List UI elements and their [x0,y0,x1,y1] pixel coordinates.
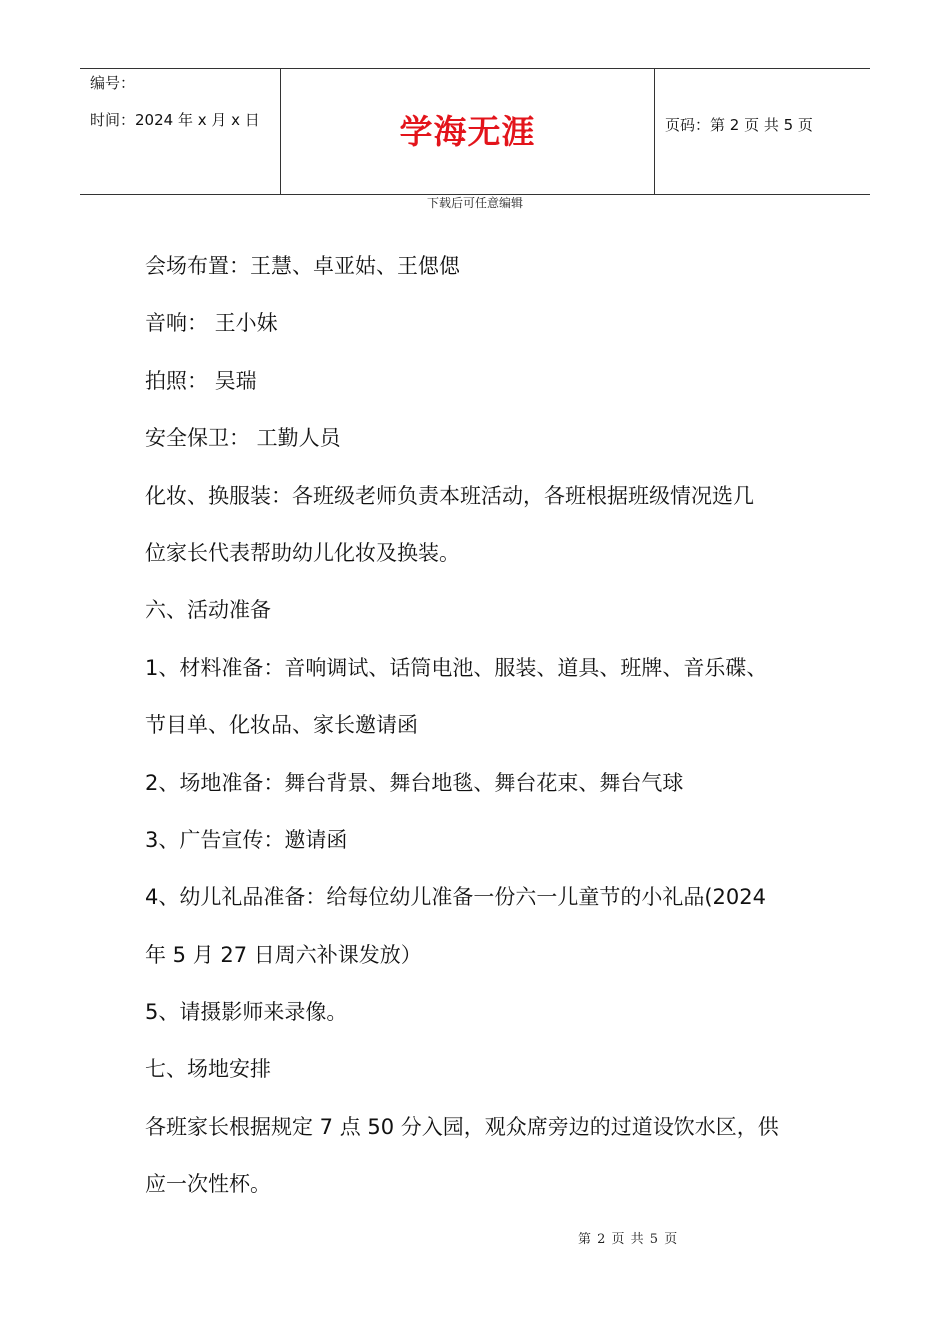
body-line: 5、请摄影师来录像。 [145,1000,348,1025]
brand-title: 学海无涯 [399,112,536,151]
header-left-cell [80,69,281,194]
body-line: 拍照： 吴瑞 [145,368,257,393]
page-number-label: 页码：第 2 页 共 5 页 [665,116,813,134]
document-number-label: 编号： [90,74,136,92]
body-line: 1、材料准备：音响调试、话筒电池、服装、道具、班牌、音乐碟、 [145,655,768,680]
section-heading: 七、场地安排 [145,1057,271,1082]
document-body [145,238,825,1214]
document-date-label: 时间：2024 年 x 月 x 日 [90,111,260,129]
header-table [80,68,870,195]
body-line: 音响： 王小妹 [145,311,278,336]
body-line: 位家长代表帮助幼儿化妆及换装。 [145,540,460,565]
body-line: 节目单、化妆品、家长邀请函 [145,713,418,738]
section-heading: 六、活动准备 [145,598,271,623]
body-line: 2、场地准备：舞台背景、舞台地毯、舞台花束、舞台气球 [145,770,684,795]
body-line: 3、广告宣传：邀请函 [145,827,348,852]
body-line: 4、幼儿礼品准备：给每位幼儿准备一份六一儿童节的小礼品(2024 [145,885,766,910]
body-line: 各班家长根据规定 7 点 50 分入园，观众席旁边的过道设饮水区，供 [145,1114,779,1139]
body-line: 安全保卫： 工勤人员 [145,426,341,451]
body-line: 化妆、换服装：各班级老师负责本班活动，各班根据班级情况选几 [145,483,754,508]
body-line: 应一次性杯。 [145,1172,271,1197]
header-center-cell [281,69,655,194]
body-line: 会场布置：王慧、卓亚姑、王偲偲 [145,254,460,278]
header-right-cell [655,69,870,194]
edit-note: 下载后可任意编辑 [426,196,523,210]
page-footer: 第 2 页 共 5 页 [578,1232,679,1247]
body-line: 年 5 月 27 日周六补课发放） [145,942,422,967]
